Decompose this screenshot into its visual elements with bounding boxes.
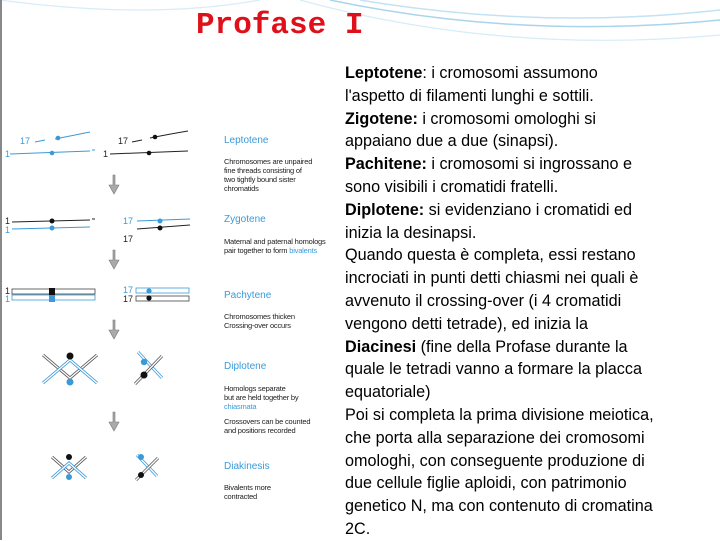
stage-label-diplotene: Diplotene [224,361,267,372]
line-text: : i cromosomi assumono [422,64,598,82]
line-text: Poi si completa la prima divisione meiotica, [345,405,654,424]
svg-text:17: 17 [123,294,134,304]
body-text [345,62,717,541]
svg-text:17: 17 [123,285,134,295]
text-line [345,244,717,267]
line-text: Quando questa è completa, essi restano [345,246,636,265]
stage-label-leptotene: Leptotene [224,135,269,146]
line-text: genetico N, ma con contenuto di cromatina [345,497,653,516]
text-line [345,472,717,495]
line-text: si evidenziano i cromatidi ed [424,200,632,219]
line-text: inizia la desinapsi. [345,223,477,242]
desc-line: Homologs separate [224,384,286,393]
text-line [345,290,717,313]
desc-highlight: chiasmata [224,402,257,411]
desc-line: Chromosomes thicken [224,312,295,321]
text-line [345,450,717,473]
desc-line: but are held together by [224,393,299,402]
svg-text:17: 17 [123,234,134,244]
svg-text:1: 1 [103,149,109,159]
line-text: avvenuto il crossing-over (i 4 cromatidi [345,291,622,310]
line-text: i cromosomi omologhi si [417,109,596,128]
desc-highlight: bivalents [289,246,318,255]
desc-line: two tightly bound sister [224,175,296,184]
text-line [345,130,717,153]
text-line [345,358,717,381]
prophase-diagram [0,120,345,520]
line-text: omologhi, con conseguente produzione di [345,451,645,470]
stage-label-diakinesis: Diakinesis [224,461,270,472]
stage-desc-diakinesis [224,483,271,501]
term-bold: Pachitene: [345,155,427,174]
svg-text:1: 1 [5,149,11,159]
line-text: due cellule figlie aploidi, con patrimonio [345,474,627,493]
text-line [345,222,717,245]
desc-line: chromatids [224,184,259,193]
line-text: i cromosomi si ingrossano e [426,155,632,174]
text-line [345,495,717,518]
text-line [345,336,717,359]
desc-line: Bivalents more [224,483,271,492]
chromosome-label: 17 [20,136,31,146]
text-line [345,199,717,222]
svg-text:1: 1 [5,216,11,226]
text-line [345,427,717,450]
desc-line: contracted [224,492,258,501]
line-text: che porta alla separazione dei cromosomi [345,428,645,447]
svg-text:17: 17 [118,136,129,146]
line-text: sono visibili i cromatidi fratelli. [345,177,559,196]
line-text: quale le tetradi vanno a formare la placca [345,360,642,379]
text-line [345,176,717,199]
text-line [345,62,717,85]
stage-desc-pachytene [224,312,295,330]
svg-text:1: 1 [5,225,11,235]
desc-line: Crossovers can be counted [224,417,311,426]
text-line [345,404,717,427]
desc-line: fine threads consisting of [224,166,302,175]
text-line [345,518,717,541]
term-bold: Leptotene [345,64,423,82]
term-bold: Diplotene: [345,200,425,219]
line-text: vengono detti tetrade), ed inizia la [345,314,588,333]
text-line [345,313,717,336]
svg-text:17: 17 [123,216,134,226]
line-text: incrociati in punti detti chiasmi nei quali è [345,269,639,288]
desc-line: Crossing-over occurs [224,321,291,330]
desc-line: Chromosomes are unpaired [224,157,313,166]
term-bold: Diacinesi [345,337,417,356]
slide-title: Profase I [196,8,364,43]
stage-desc-zygotene [224,237,326,255]
line-text: l'aspetto di filamenti lunghi e sottili. [345,86,594,105]
desc-text: pair together to form [224,246,290,255]
desc-line: Maternal and paternal homologs [224,237,326,246]
line-text: 2C. [345,519,371,538]
desc-line [224,246,326,255]
desc-line: and positions recorded [224,426,296,435]
svg-text:1: 1 [5,294,11,304]
svg-text:1: 1 [5,286,11,296]
line-text: appaiano due a due (sinapsi). [345,132,559,151]
line-text: equatoriale) [345,383,431,402]
text-line [345,108,717,131]
text-line [345,153,717,176]
text-line [345,267,717,290]
term-bold: Zigotene: [345,109,418,128]
stage-desc-leptotene [224,157,312,193]
line-text: (fine della Profase durante la [416,337,628,356]
stage-desc-diplotene [224,384,310,435]
text-line [345,85,717,108]
stage-label-pachytene: Pachytene [224,290,272,301]
text-line [345,381,717,404]
stage-label-zygotene: Zygotene [224,214,266,225]
